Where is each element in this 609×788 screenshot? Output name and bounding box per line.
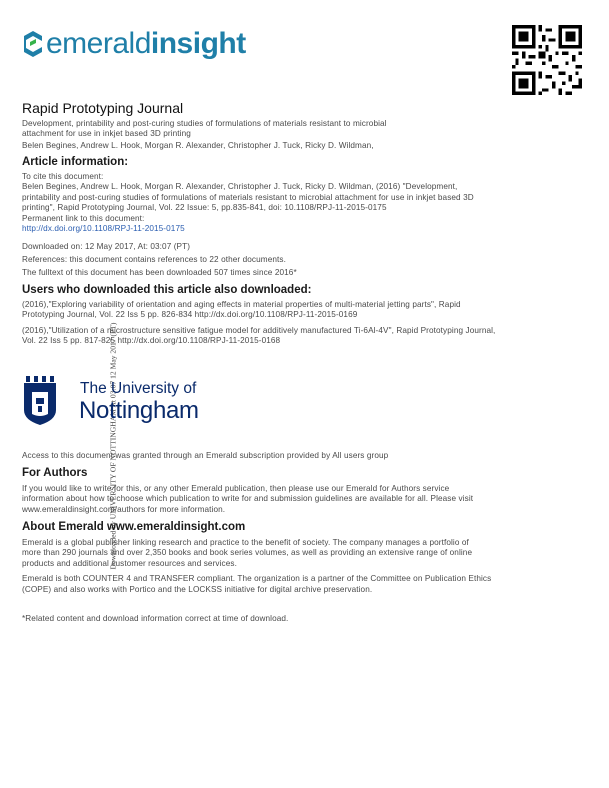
- journal-title: Rapid Prototyping Journal: [22, 100, 184, 116]
- citation-block: [22, 172, 587, 234]
- cite-label: To cite this document:: [22, 172, 104, 181]
- fulltext-count: The fulltext of this document has been downloaded 507 times since 2016*: [22, 268, 297, 278]
- access-note: [22, 451, 587, 461]
- access-note-text: Access to this document was granted through an Emerald subscription provided by All users group: [22, 451, 389, 460]
- about-emerald-heading: About Emerald www.emeraldinsight.com: [22, 521, 246, 533]
- article-title-line: attachment for use in inkjet based 3D printing: [22, 129, 191, 139]
- for-authors-line: If you would like to write for this, or any other Emerald publication, then please use our Emerald for Authors service: [22, 484, 450, 493]
- for-authors-heading: For Authors: [22, 467, 88, 479]
- article-information: [22, 156, 587, 279]
- article-title-line: Development, printability and post-curing studies of formulations of materials resistant to microbial: [22, 119, 387, 128]
- about-line: Emerald is a global publisher linking research and practice to the benefit of society. The company manages a portfolio of: [22, 538, 469, 547]
- footnote: [22, 614, 587, 624]
- for-authors-text: [22, 484, 587, 515]
- footnote-text: *Related content and download information correct at time of download.: [22, 614, 289, 623]
- for-authors-line: www.emeraldinsight.com/authors for more information.: [22, 504, 226, 514]
- cite-line: Belen Begines, Andrew L. Hook, Morgan R. Alexander, Christopher J. Tuck, Ricky D. Wildman, (2016) "Development,: [22, 182, 458, 192]
- related-item-line: (2016),"Utilization of a microstructure sensitive fatigue model for additively manufactured Ti-6Al-4V", Rapid Prototyping Journal,: [22, 325, 496, 335]
- cite-line: printing", Rapid Prototyping Journal, Vol. 22 Issue: 5, pp.835-841, doi: 10.1108/RPJ-11-2015-0175: [22, 203, 387, 213]
- related-item[interactable]: [22, 326, 587, 347]
- for-authors: [22, 467, 587, 515]
- download-stats: [22, 240, 587, 279]
- qr-code-icon: [512, 25, 582, 95]
- emerald-logo: [22, 26, 246, 62]
- related-item-line: (2016),"Exploring variability of orientation and aging effects in material properties of multi-material jetting parts", Rapid: [22, 300, 461, 309]
- downloaded-on: Downloaded on: 12 May 2017, At: 03:07 (PT): [22, 242, 191, 252]
- about-emerald: [22, 521, 587, 595]
- about-paragraph-1: [22, 538, 587, 569]
- related-item[interactable]: [22, 300, 587, 321]
- permanent-link-label: Permanent link to this document:: [22, 213, 145, 223]
- related-item-line: Prototyping Journal, Vol. 22 Iss 5 pp. 826-834 http://dx.doi.org/10.1108/RPJ-11-2015-0169: [22, 310, 358, 320]
- authors: Belen Begines, Andrew L. Hook, Morgan R. Alexander, Christopher J. Tuck, Ricky D. Wildman,: [22, 140, 374, 150]
- emerald-logo-text: emeraldinsight: [46, 27, 246, 60]
- article-information-heading: Article information:: [22, 156, 129, 168]
- about-paragraph-2: [22, 574, 587, 595]
- cite-line: printability and post-curing studies of formulations of materials resistant to microbial attachment for use in inkjet based 3D: [22, 192, 474, 202]
- about-line: more than 290 journals and over 2,350 books and book series volumes, as well as providing an extensive range of online: [22, 548, 473, 558]
- university-crest-icon: [22, 374, 58, 426]
- emerald-logo-mark-icon: [22, 29, 44, 59]
- also-downloaded: [22, 284, 587, 347]
- about-line: Emerald is both COUNTER 4 and TRANSFER compliant. The organization is a partner of the Committee on Publication Ethics: [22, 574, 492, 584]
- article-header: [22, 100, 587, 151]
- for-authors-line: information about how to choose which publication to write for and submission guidelines are available for all. Please visit: [22, 494, 474, 504]
- also-downloaded-heading: Users who downloaded this article also downloaded:: [22, 284, 312, 296]
- permanent-link[interactable]: http://dx.doi.org/10.1108/RPJ-11-2015-0175: [22, 224, 185, 234]
- download-side-note: Downloaded by UNIVERSITY OF NOTTINGHAM At 03:07 12 May 2017 (PT): [108, 322, 118, 570]
- university-name-line1: The University of: [80, 380, 197, 397]
- references-count: References: this document contains references to 22 other documents.: [22, 255, 286, 265]
- article-title: [22, 119, 587, 140]
- about-line: (COPE) and also works with Portico and the LOCKSS initiative for digital archive preservation.: [22, 584, 373, 594]
- related-item-line: Vol. 22 Iss 5 pp. 817-825 http://dx.doi.org/10.1108/RPJ-11-2015-0168: [22, 336, 281, 346]
- university-name-line2: Nottingham: [79, 397, 199, 424]
- about-line: products and additional customer resources and services.: [22, 558, 237, 568]
